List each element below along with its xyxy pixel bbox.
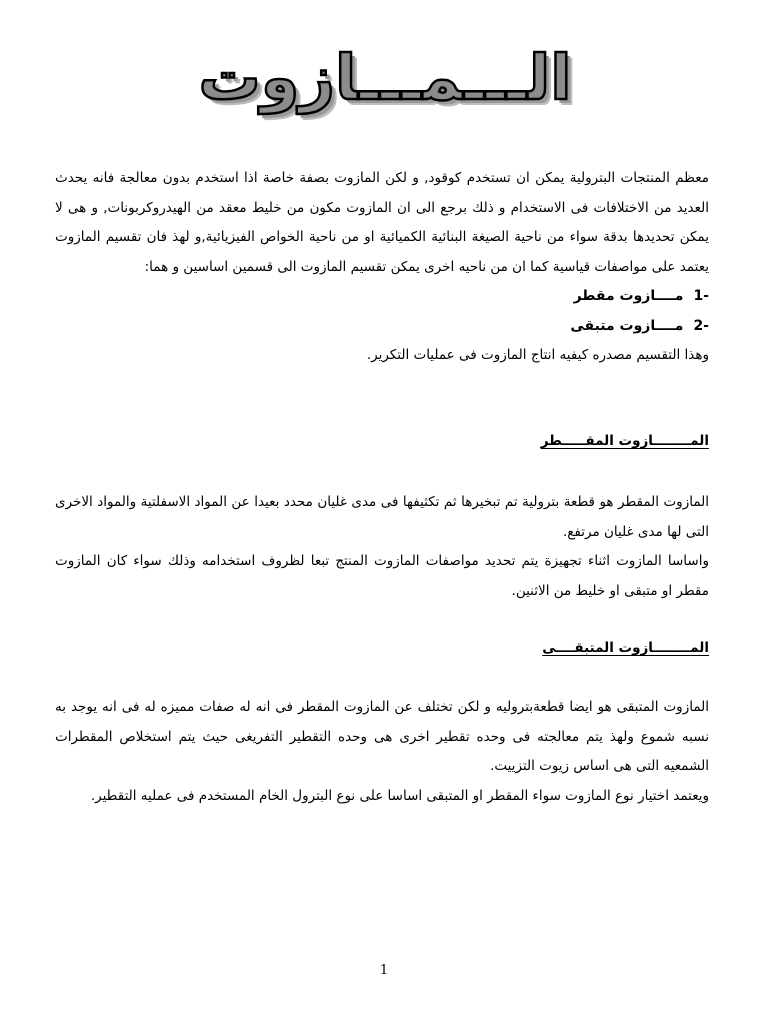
residual-section — [55, 693, 709, 811]
title-block — [195, 38, 575, 118]
section-heading-distilled: المــــــــازوت المقـــــطر — [540, 433, 709, 449]
list-item — [55, 282, 709, 312]
residual-paragraph-1: المازوت المتبقى هو ايضا قطعةبتروليه و لكن تختلف عن المازوت المقطر فى انه له صفات مميزه له فى انه يوجد به نسبه شموع ولهذ يتم معالجته فى وحده تقطير اخرى هى وحده التقطير التفريغى حيث يتم استخلاص المقطرات الشمعيه التى هى اساس زيوت التزييت. — [55, 699, 709, 774]
list-item-number: 2- — [693, 317, 709, 334]
distilled-section — [55, 488, 709, 606]
distilled-paragraph-1: المازوت المقطر هو قطعة بترولية تم تبخيرها ثم تكثيفها فى مدى غليان محدد بعيدا عن المواد الاسفلتية والمواد الاخرى التى لها مدى غليان مرتفع. — [55, 494, 709, 540]
page-number: 1 — [379, 963, 389, 978]
list-item — [55, 312, 709, 342]
list-item-number: 1- — [693, 288, 709, 304]
intro-section — [55, 164, 709, 371]
distilled-paragraph-2: واساسا المازوت اثناء تجهيزة يتم تحديد مواصفات المازوت المنتج تبعا لظروف استخدامه وذلك سواء كان المازوت مقطر او متبقى او خليط من الاثنين. — [55, 553, 709, 599]
intro-paragraph: معظم المنتجات البترولية يمكن ان تستخدم كوقود, و لكن المازوت بصفة خاصة اذا استخدم بدون معالجة فانه يحدث العديد من الاختلافات فى الاستخدام و ذلك برجع الى ان المازوت مكون من خليط معقد من الهيدروكربونات, و هى لا يمكن تحديدها بدقة سواء من ناحية الصيغة البنائية الكميائية او من ناحية الخواص الفيزيائية,و لهذ فان تقسيم المازوت يعتمد على مواصفات قياسية كما ان من ناحيه اخرى يمكن تقسيم المازوت الى قسمين اساسين و هما: — [55, 170, 709, 275]
list-item-label: مــــازوت متبقى — [570, 317, 684, 334]
list-item-label: مــــازوت مقطر — [573, 288, 684, 304]
intro-closing: وهذا التقسيم مصدره كيفيه انتاج المازوت فى عمليات التكرير. — [366, 347, 709, 363]
residual-paragraph-2: ويعتمد اختيار نوع المازوت سواء المقطر او المتبقى اساسا على نوع البترول الخام المستخدم فى عمليه التقطير. — [90, 787, 709, 804]
page-title: الـــمـــازوت — [198, 41, 572, 114]
section-heading-residual: المــــــــازوت المتبقــــى — [542, 640, 709, 656]
